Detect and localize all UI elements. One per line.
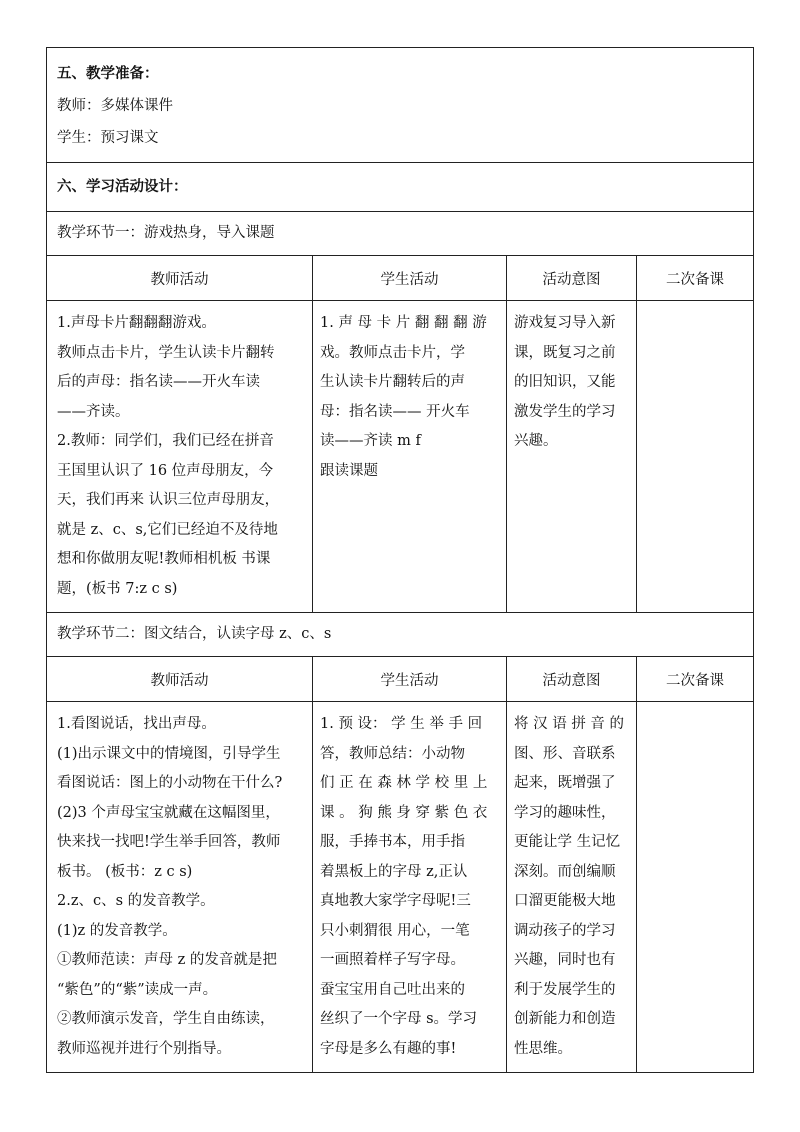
link2-content-row: [47, 702, 754, 1073]
text-line: 性思维。: [514, 1040, 572, 1057]
text-line: ——齐读。: [57, 403, 130, 420]
text-line: 的旧知识，又能: [514, 374, 616, 390]
text-line: 2.教师：同学们，我们已经在拼音: [57, 433, 274, 449]
text-line: 课 。 狗 熊 身 穿 紫 色 衣: [320, 804, 488, 821]
text-line: “紫色”的“紫”读成一声。: [57, 981, 218, 998]
text-line: 深刻。而创编顺: [514, 863, 616, 880]
text-line: 利于发展学生的: [514, 981, 616, 998]
text-line: 1. 预 设： 学 生 举 手 回: [320, 716, 483, 732]
text-line: 激发学生的学习: [514, 403, 616, 420]
link2-teacher-activity: [47, 702, 313, 1073]
link2-second-prep-notes: [637, 702, 754, 1073]
text-line: 快来找一找吧!学生举手回答，教师: [57, 834, 281, 850]
text-line: 创新能力和创造: [514, 1011, 616, 1027]
link1-title: 教学环节一：游戏热身，导入课题: [47, 212, 754, 256]
link1-content-row: [47, 301, 754, 613]
section6-heading: 六、学习活动设计：: [47, 163, 754, 212]
text-line: 口溜更能极大地: [514, 893, 616, 909]
text-line: (1)z 的发音教学。: [57, 922, 177, 939]
col-header-notes: 二次备课: [637, 657, 754, 702]
text-line: 题，(板书 7:z c s): [57, 580, 178, 597]
text-line: 1.声母卡片翻翻翻游戏。: [57, 315, 216, 331]
text-line: ①教师范读：声母 z 的发音就是把: [57, 952, 277, 968]
text-line: 调动孩子的学习: [514, 922, 616, 939]
col-header-student: 学生活动: [313, 256, 507, 301]
text-line: 只小刺猬很 用心，一笔: [320, 922, 470, 939]
col-header-teacher: 教师活动: [47, 256, 313, 301]
col-header-student: 学生活动: [313, 657, 507, 702]
text-line: 1.看图说话，找出声母。: [57, 716, 216, 732]
text-line: 板书。 (板书：z c s): [57, 863, 193, 880]
text-line: 更能让学 生记忆: [514, 834, 621, 850]
text-line: ②教师演示发音，学生自由练读，: [57, 1011, 275, 1027]
text-line: 着黑板上的字母 z,正认: [320, 863, 468, 880]
text-line: 一画照着样子写字母。: [320, 952, 465, 968]
text-line: 兴趣，同时也有: [514, 952, 616, 968]
text-line: 2.z、c、s 的发音教学。: [57, 893, 215, 909]
link2-title-row: [47, 613, 754, 657]
text-line: 蚕宝宝用自己吐出来的: [320, 981, 465, 998]
text-line: 看图说话：图上的小动物在干什么?: [57, 775, 283, 791]
link1-header-row: [47, 256, 754, 301]
text-line: 跟读课题: [320, 462, 378, 479]
link1-student-activity: [313, 301, 507, 613]
text-line: 课，既复习之前: [514, 344, 616, 361]
text-line: (2)3 个声母宝宝就藏在这幅图里，: [57, 804, 280, 821]
text-line: 真地教大家学字母呢!三: [320, 893, 471, 909]
text-line: 答，教师总结：小动物: [320, 745, 465, 762]
text-line: 们 正 在 森 林 学 校 里 上: [320, 775, 488, 791]
link1-title-row: [47, 212, 754, 256]
link1-activity-intent: [507, 301, 637, 613]
section5-student-prep: 学生：预习课文: [57, 130, 159, 146]
text-line: 教师点击卡片，学生认读卡片翻转: [57, 344, 275, 361]
section6-row: [47, 163, 754, 212]
col-header-teacher: 教师活动: [47, 657, 313, 702]
text-line: 将 汉 语 拼 音 的: [514, 716, 625, 732]
text-line: 1. 声 母 卡 片 翻 翻 翻 游: [320, 315, 487, 331]
section5-teacher-prep: 教师：多媒体课件: [57, 98, 173, 114]
text-line: 游戏复习导入新: [514, 315, 616, 331]
lesson-plan-table: [46, 47, 754, 1073]
col-header-intent: 活动意图: [507, 256, 637, 301]
text-line: 想和你做朋友呢!教师相机板 书课: [57, 551, 271, 567]
link2-activity-intent: [507, 702, 637, 1073]
text-line: 王国里认识了 16 位声母朋友，今: [57, 462, 274, 479]
text-line: 母：指名读—— 开火车: [320, 403, 470, 420]
text-line: 就是 z、c、s,它们已经迫不及待地: [57, 521, 278, 538]
text-line: 学习的趣味性，: [514, 804, 616, 821]
col-header-intent: 活动意图: [507, 657, 637, 702]
text-line: 天，我们再来 认识三位声母朋友，: [57, 492, 280, 508]
link1-second-prep-notes: [637, 301, 754, 613]
text-line: 兴趣。: [514, 433, 558, 449]
text-line: 教师巡视并进行个别指导。: [57, 1040, 231, 1057]
link2-header-row: [47, 657, 754, 702]
section5-row: [47, 48, 754, 163]
text-line: (1)出示课文中的情境图，引导学生: [57, 745, 281, 762]
section5-cell: [47, 48, 754, 163]
section5-heading: 五、教学准备：: [57, 65, 159, 82]
text-line: 图、形、音联系: [514, 745, 616, 762]
link1-teacher-activity: [47, 301, 313, 613]
text-line: 服，手捧书本，用手指: [320, 834, 465, 850]
col-header-notes: 二次备课: [637, 256, 754, 301]
lesson-plan-document: [46, 47, 753, 1073]
text-line: 戏。教师点击卡片，学: [320, 344, 465, 361]
link2-student-activity: [313, 702, 507, 1073]
text-line: 读——齐读 m f: [320, 433, 421, 449]
text-line: 生认读卡片翻转后的声: [320, 374, 465, 390]
text-line: 丝织了一个字母 s。学习: [320, 1011, 478, 1027]
link2-title: 教学环节二：图文结合，认读字母 z、c、s: [47, 613, 754, 657]
text-line: 字母是多么有趣的事!: [320, 1040, 457, 1057]
text-line: 起来，既增强了: [514, 775, 616, 791]
text-line: 后的声母：指名读——开火车读: [57, 374, 260, 390]
